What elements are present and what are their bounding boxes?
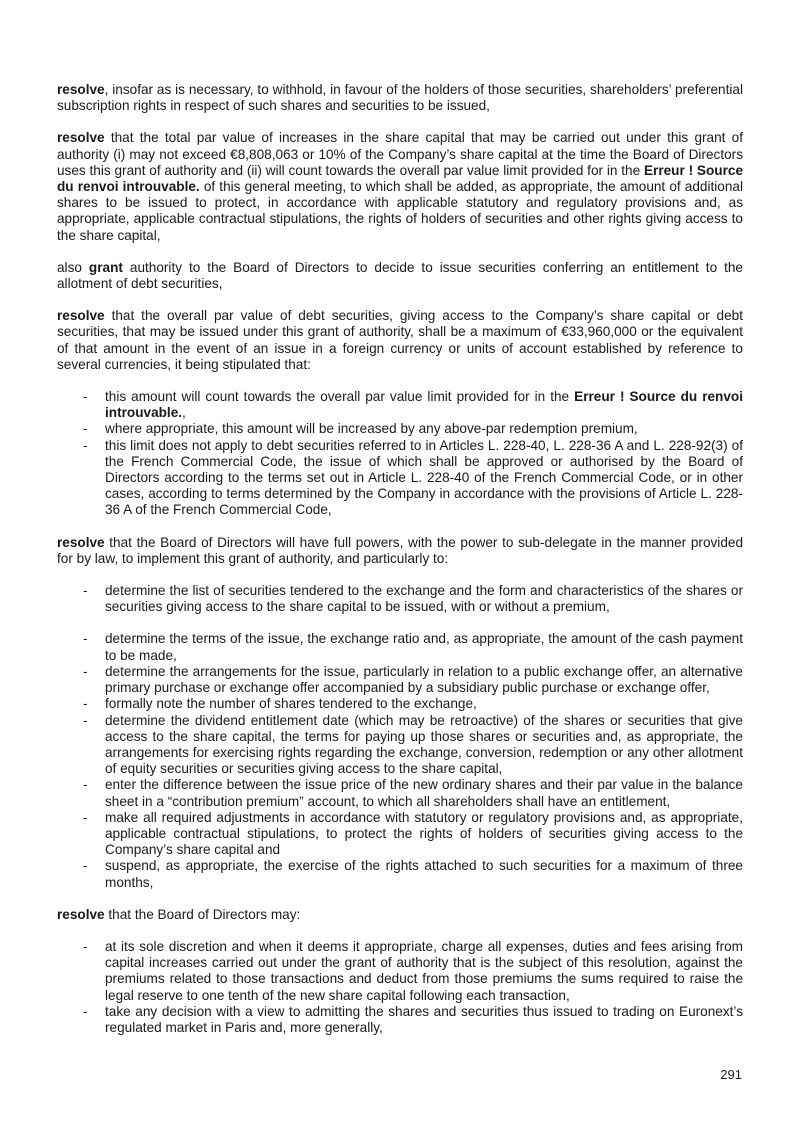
list-item: - this amount will count towards the overall par value limit provided for in the Erreur ! Source du renvoi introuvable., xyxy=(83,389,744,421)
dash-bullet: - xyxy=(83,858,88,874)
paragraph-withhold-rights xyxy=(57,82,743,114)
dash-bullet: - xyxy=(83,938,88,954)
list-item: - this limit does not apply to debt securities referred to in Articles L. 228-40, L. 228-36 A and L. 228-92(3) of the French Commercial Code, the issue of which shall be approved or authorised by the Board of Directors according to the terms set out in Article L. 228-40 of the French Commercial Code, or in other cases, according to terms determined by the Company in accordance with the provisions of Article L. 228-36 A of the French Commercial Code, xyxy=(83,437,743,518)
keyword-resolve: resolve xyxy=(57,308,105,324)
paragraph-board-powers xyxy=(57,535,743,567)
paragraph-grant-authority xyxy=(57,260,743,292)
dash-bullet: - xyxy=(83,631,88,647)
list-item: - enter the difference between the issue price of the new ordinary shares and their par value in the balance sheet in a “contribution premium” account, to which all shareholders shall have an entitlement, xyxy=(83,777,743,809)
document-body xyxy=(57,80,743,1052)
list-item: - suspend, as appropriate, the exercise of the rights attached to such securities for a maximum of three months, xyxy=(83,858,743,890)
paragraph-par-value-limit xyxy=(57,130,743,243)
powers-list-first xyxy=(57,583,743,615)
list-item: - make all required adjustments in accordance with statutory or regulatory provisions and, as appropriate, applicable contractual stipulations, to protect the rights of holders of securities giving access to the Company’s share capital and xyxy=(83,809,743,858)
paragraph-text: that the overall par value of debt securities, giving access to the Company’s share capital or debt securities, that may be issued under this grant of authority, shall be a maximum of €33,960,000 or the equivalent of that amount in the event of an issue in a foreign currency or units of account established by reference to several currencies, it being stipulated that: xyxy=(57,308,743,372)
dash-bullet: - xyxy=(83,1003,88,1019)
list-item: - where appropriate, this amount will be increased by any above-par redemption premium, xyxy=(83,421,638,437)
dash-bullet: - xyxy=(83,663,88,679)
dash-bullet: - xyxy=(83,437,88,453)
list-item: - determine the arrangements for the issue, particularly in relation to a public exchange offer, an alternative primary purchase or exchange offer accompanied by a subsidiary public purchase or exchange offer, xyxy=(83,663,743,696)
dash-bullet: - xyxy=(83,777,88,793)
list-item: - at its sole discretion and when it deems it appropriate, charge all expenses, duties and fees arising from capital increases carried out under the grant of authority that is the subject of this resolution, against the premiums related to those transactions and deduct from those premiums the sums required to raise the legal reserve to one tenth of the new share capital following each transaction, xyxy=(83,938,743,1003)
list-item: - formally note the number of shares tendered to the exchange, xyxy=(83,696,477,712)
keyword-resolve: resolve xyxy=(57,534,105,550)
broken-reference: Erreur ! Source du renvoi introuvable. xyxy=(57,162,744,195)
paragraph-text: that the total par value of increases in the share capital that may be carried out under this grant of authority (i) may not exceed €8,808,063 or 10% of the Company’s share capital at the time the Board of Directors uses this grant of authority and (ii) will count towards the overall par value limit provided for in the xyxy=(57,130,743,178)
list-item: - take any decision with a view to admitting the shares and securities thus issued to trading on Euronext’s regulated market in Paris and, more generally, xyxy=(83,1003,743,1035)
keyword-resolve: resolve xyxy=(57,906,105,922)
paragraph-board-may xyxy=(57,907,743,923)
paragraph-text: that the Board of Directors may: xyxy=(104,906,301,922)
keyword-resolve: resolve xyxy=(57,82,105,97)
dash-bullet: - xyxy=(83,583,88,599)
paragraph-text: , insofar as is necessary, to withhold, in favour of the holders of those securities, shareholders’ preferential subscription rights in respect of such shares and securities to be issued, xyxy=(57,82,743,114)
board-may-list xyxy=(57,939,743,1036)
dash-bullet: - xyxy=(83,696,88,712)
paragraph-debt-securities xyxy=(57,308,743,373)
powers-list xyxy=(57,631,743,890)
stipulations-list xyxy=(57,389,743,519)
list-item: - determine the list of securities tendered to the exchange and the form and characteristics of the shares or securities giving access to the share capital to be issued, with or without a premium, xyxy=(83,583,743,615)
broken-reference: Erreur ! Source du renvoi introuvable. xyxy=(105,389,744,421)
keyword-resolve: resolve xyxy=(57,130,105,146)
list-item: - determine the dividend entitlement date (which may be retroactive) of the shares or securities that give access to the share capital, the terms for paying up those shares or securities and, as appropriate, the arrangements for exercising rights regarding the exchange, conversion, redemption or any other allotment of equity securities or securities giving access to the share capital, xyxy=(83,712,743,777)
keyword-grant: grant xyxy=(88,259,123,275)
paragraph-text: that the Board of Directors will have full powers, with the power to sub-delegate in the manner provided for by law, to implement this grant of authority, and particularly to: xyxy=(57,534,743,566)
paragraph-prefix: also xyxy=(57,259,89,275)
paragraph-text: of this general meeting, to which shall be added, as appropriate, the amount of additional shares to be issued to protect, in accordance with applicable statutory and regulatory provisions and, as appropriate, applicable contractual stipulations, the rights of holders of securities and other rights giving access to the share capital, xyxy=(57,179,743,243)
dash-bullet: - xyxy=(83,712,88,728)
paragraph-text: authority to the Board of Directors to decide to issue securities conferring an entitlement to the allotment of debt securities, xyxy=(57,259,743,292)
page-number: 291 xyxy=(720,1067,742,1082)
dash-bullet: - xyxy=(83,809,88,825)
dash-bullet: - xyxy=(83,421,88,437)
dash-bullet: - xyxy=(83,389,88,405)
list-item: - determine the terms of the issue, the exchange ratio and, as appropriate, the amount of the cash payment to be made, xyxy=(83,631,743,663)
